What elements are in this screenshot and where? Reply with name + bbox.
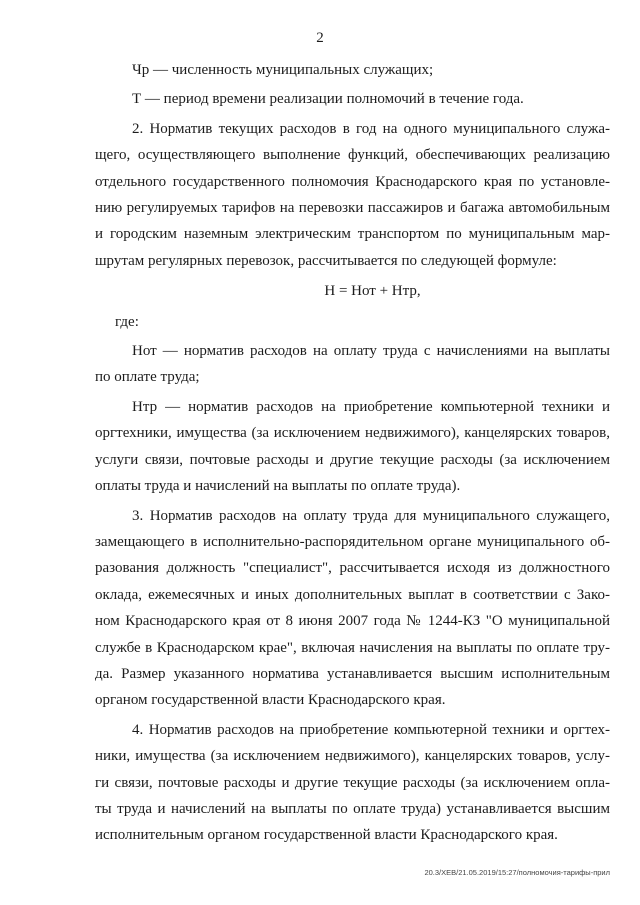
text-line: ги связи, почтовые расходы и другие текущие расходы (за исключением опла-: [95, 774, 610, 791]
text-line: ники, имущества (за исключением недвижимого), канцелярских товаров, услу-: [95, 748, 610, 765]
text-line: ты труда и начислений на выплаты по оплате труда) устанавливается высшим: [95, 800, 610, 817]
text-line: да. Размер указанного норматива устанавливается высшим исполнительным: [95, 665, 610, 682]
text-line: службе в Краснодарском крае", включая начисления на выплаты по оплате тру-: [95, 639, 610, 656]
text-line: услуги связи, почтовые расходы и другие текущие расходы (за исключением: [95, 451, 610, 468]
text-line: Нот — норматив расходов на оплату труда с начислениями на выплаты: [132, 343, 610, 360]
text-line: 3. Норматив расходов на оплату труда для муниципального служащего,: [132, 507, 610, 524]
text-line: исполнительным органом государственной власти Краснодарского края.: [95, 827, 558, 844]
text-line: оклада, ежемесячных и иных дополнительных выплат в соответствии с Зако-: [95, 586, 610, 603]
text-line: по оплате труда;: [95, 369, 200, 386]
where-label: где:: [115, 313, 139, 330]
text-line: 4. Норматив расходов на приобретение компьютерной техники и оргтех-: [132, 721, 610, 738]
text-line: нию регулируемых тарифов на перевозки пассажиров и багажа автомобильным: [95, 200, 610, 217]
paragraph-item-4: [95, 717, 610, 849]
document-footer-code: 20.3/ХЕВ/21.05.2019/15:27/полномочия-тарифы-прил: [424, 868, 610, 877]
text-line: щего, осуществляющего выполнение функций, обеспечивающих реализацию: [95, 147, 610, 164]
text-line: и городским наземным электрическим транспортом по муниципальным мар-: [95, 226, 610, 243]
text-line: Нтр — норматив расходов на приобретение компьютерной техники и: [132, 398, 610, 415]
text-line: замещающего в исполнительно-распорядительном органе муниципального об-: [95, 533, 610, 550]
text-line: отдельного государственного полномочия Краснодарского края по установле-: [95, 173, 610, 190]
text-line: Чр — численность муниципальных служащих;: [132, 62, 434, 78]
text-line: разования должность "специалист", рассчитывается исходя из должностного: [95, 560, 610, 577]
text-line: шрутам регулярных перевозок, рассчитывается по следующей формуле:: [95, 252, 557, 269]
paragraph-def-chr: [95, 57, 610, 83]
text-line: 2. Норматив текущих расходов в год на одного муниципального служа-: [132, 120, 610, 137]
paragraph-item-3: [95, 503, 610, 714]
text-line: Т — период времени реализации полномочий в течение года.: [132, 91, 524, 108]
text-line: оргтехники, имущества (за исключением недвижимого), канцелярских товаров,: [95, 425, 610, 442]
paragraph-def-t: [95, 86, 610, 112]
formula: Н = Нот + Нтр,: [324, 283, 421, 300]
paragraph-item-2: [95, 116, 610, 274]
text-line: ном Краснодарского края от 8 июня 2007 года № 1244-КЗ "О муниципальной: [95, 613, 610, 630]
definition-not: [95, 338, 610, 391]
definition-ntr: [95, 394, 610, 500]
document-body: [95, 57, 610, 849]
page-number: 2: [316, 30, 324, 46]
text-line: оплаты труда и начислений на выплаты по оплате труда).: [95, 478, 461, 495]
text-line: органом государственной власти Краснодарского края.: [95, 692, 446, 709]
